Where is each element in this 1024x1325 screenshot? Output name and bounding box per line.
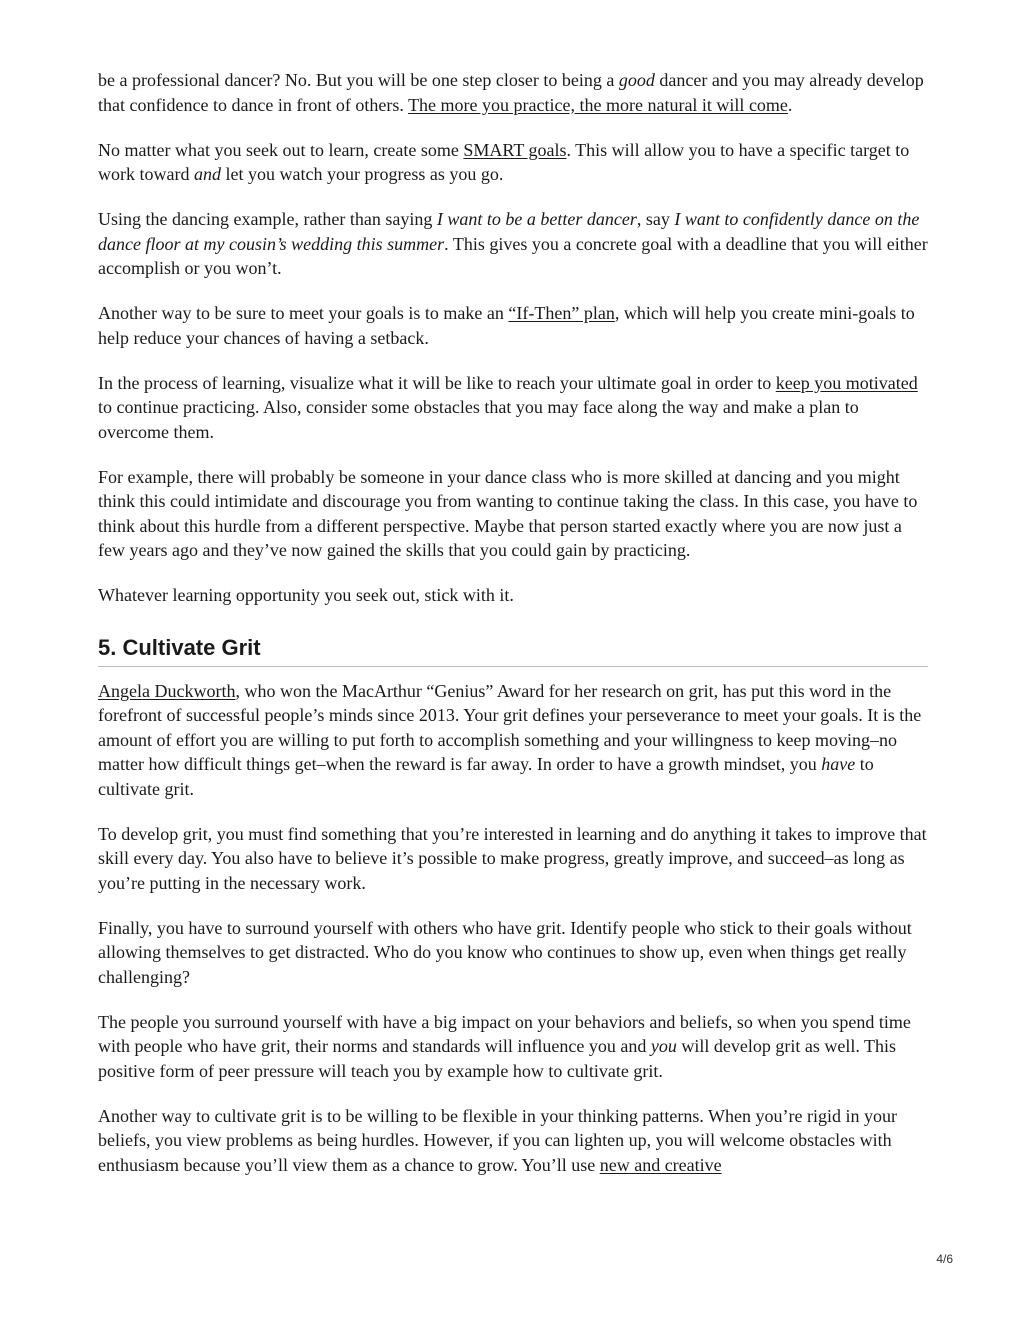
text: Using the dancing example, rather than saying bbox=[98, 209, 437, 229]
if-then-plan-link[interactable]: “If-Then” plan bbox=[508, 303, 615, 323]
paragraph bbox=[98, 465, 928, 563]
paragraph bbox=[98, 301, 928, 350]
paragraph bbox=[98, 916, 928, 990]
text: , say bbox=[636, 209, 675, 229]
paragraph bbox=[98, 207, 928, 281]
emphasis: good bbox=[618, 70, 655, 90]
paragraph bbox=[98, 1010, 928, 1084]
page-number: 4/6 bbox=[936, 1252, 953, 1266]
emphasis: and bbox=[193, 164, 221, 184]
text: to continue practicing. Also, consider some obstacles that you may face along the way and make a plan to overcome them. bbox=[98, 397, 859, 442]
new-and-creative-link[interactable]: new and creative bbox=[599, 1154, 722, 1175]
text: dancer and you may already develop that confidence to dance in front of others. bbox=[98, 70, 924, 115]
text: let you watch your progress as you go. bbox=[220, 164, 504, 184]
text: Another way to cultivate grit is to be willing to be flexible in your thinking patterns. When you’re rigid in your beliefs, you view problems as being hurdles. However, if you can lighten up, you will welcome obstacles with enthusiasm because you’ll view them as a chance to grow. You’ll use bbox=[98, 1105, 898, 1175]
text: Finally, you have to surround yourself with others who have grit. Identify people who stick to their goals without allowing themselves to get distracted. Who do you know who continues to show up, even when things get really challenging? bbox=[98, 917, 912, 987]
paragraph bbox=[98, 138, 928, 187]
text: . bbox=[787, 94, 793, 115]
paragraph bbox=[98, 583, 928, 608]
emphasis: have bbox=[821, 754, 856, 774]
keep-you-motivated-link[interactable]: keep you motivated bbox=[775, 372, 918, 393]
text: The people you surround yourself with have a big impact on your behaviors and beliefs, so when you spend time with people who have grit, their norms and standards will influence you and bbox=[98, 1011, 911, 1056]
text: In the process of learning, visualize what it will be like to reach your ultimate goal in order to bbox=[98, 372, 776, 393]
text: To develop grit, you must find something that you’re interested in learning and do anything it takes to improve that skill every day. You also have to believe it’s possible to make progress, greatly improve, and succeed–as long as you’re putting in the necessary work. bbox=[98, 823, 927, 893]
text: , which will help you create mini-goals to help reduce your chances of having a setback. bbox=[98, 303, 915, 348]
paragraph bbox=[98, 822, 928, 896]
text: . This gives you a concrete goal with a deadline that you will either accomplish or you won’t. bbox=[98, 233, 928, 278]
section-heading: 5. Cultivate Grit bbox=[98, 634, 928, 667]
paragraph bbox=[98, 68, 928, 117]
text: . This will allow you to have a specific target to work toward bbox=[98, 139, 910, 184]
document-page bbox=[98, 68, 928, 1198]
text: No matter what you seek out to learn, create some bbox=[98, 139, 464, 160]
practice-link[interactable]: The more you practice, the more natural it will come bbox=[408, 94, 788, 115]
angela-duckworth-link[interactable]: Angela Duckworth bbox=[98, 680, 236, 701]
text: be a professional dancer? No. But you will be one step closer to being a bbox=[98, 70, 619, 90]
text: Another way to be sure to meet your goals is to make an bbox=[98, 303, 509, 323]
text: to cultivate grit. bbox=[98, 754, 874, 799]
text: For example, there will probably be someone in your dance class who is more skilled at dancing and you might think this could intimidate and discourage you from wanting to continue taking the class. In this case, you have to think about this hurdle from a different perspective. Maybe that person started exactly where you are now just a few years ago and they’ve now gained the skills that you could gain by practicing. bbox=[98, 466, 918, 560]
paragraph bbox=[98, 1104, 928, 1178]
text: will develop grit as well. This positive form of peer pressure will teach you by example how to cultivate grit. bbox=[98, 1036, 897, 1081]
text: Whatever learning opportunity you seek out, stick with it. bbox=[98, 585, 514, 605]
emphasis: you bbox=[650, 1036, 677, 1056]
emphasis: I want to confidently dance on the dance floor at my cousin’s wedding this summer bbox=[98, 209, 920, 254]
paragraph bbox=[98, 371, 928, 445]
smart-goals-link[interactable]: SMART goals bbox=[463, 139, 567, 160]
emphasis: I want to be a better dancer bbox=[436, 209, 637, 229]
paragraph bbox=[98, 679, 928, 802]
text: , who won the MacArthur “Genius” Award for her research on grit, has put this word in the forefront of successful people’s minds since 2013. Your grit defines your perseverance to meet your goals. It is the amount of effort you are willing to put forth to accomplish something and your willingness to keep moving–no matter how difficult things get–when the reward is far away. In order to have a growth mindset, you bbox=[98, 680, 922, 774]
